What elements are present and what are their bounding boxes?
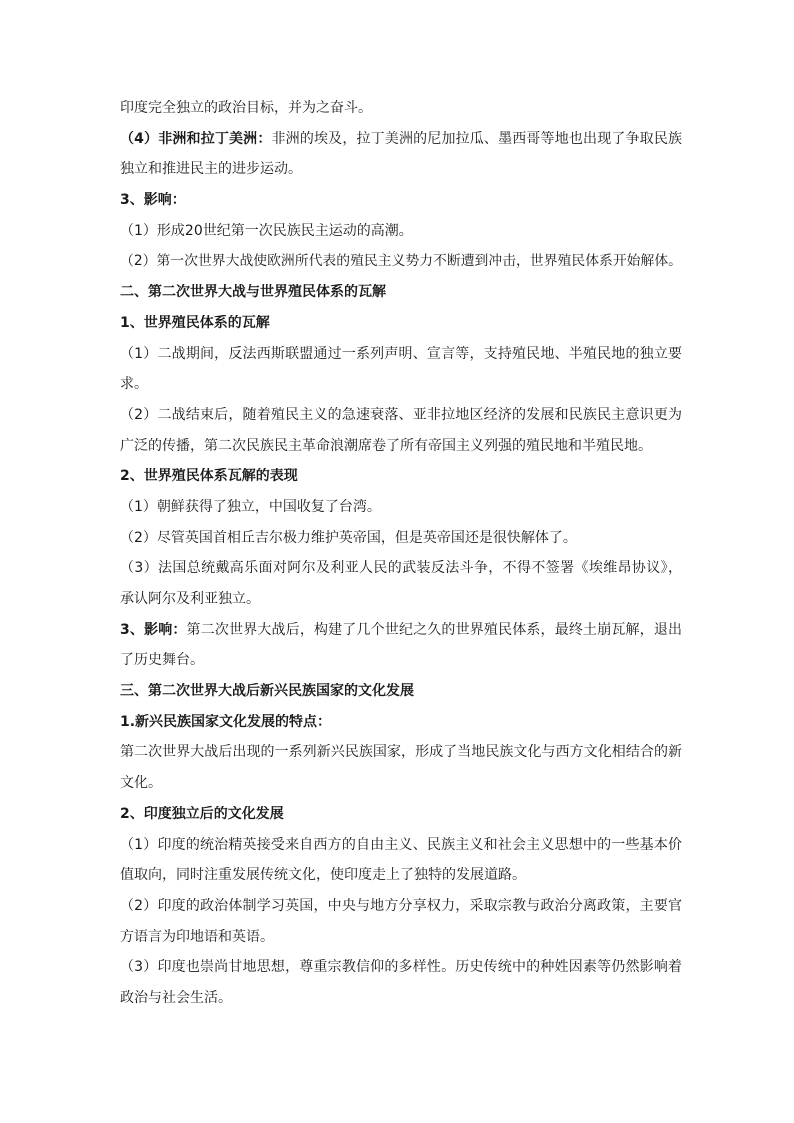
text-line: （3）法国总统戴高乐面对阿尔及利亚人民的武装反法斗争，不得不签署《埃维昂协议》， xyxy=(120,560,682,577)
section-heading: 二、第二次世界大战与世界殖民体系的瓦解 xyxy=(120,284,386,301)
bold-label: （4）非洲和拉丁美洲： xyxy=(120,130,272,147)
text-line: （1）形成20世纪第一次民族民主运动的高潮。 xyxy=(120,222,413,239)
text-line: 独立和推进民主的进步运动。 xyxy=(120,161,302,178)
text-line: 3、影响：第二次世界大战后，构建了几个世纪之久的世界殖民体系，最终土崩瓦解，退出 xyxy=(120,621,682,638)
subheading: 1.新兴民族国家文化发展的特点： xyxy=(120,713,332,730)
subheading: 1、世界殖民体系的瓦解 xyxy=(120,314,270,331)
subheading: 3、影响： xyxy=(120,192,186,209)
text-line: 承认阿尔及利亚独立。 xyxy=(120,591,260,607)
text-line: 方语言为印地语和英语。 xyxy=(120,928,274,945)
text-line: （2）二战结束后，随着殖民主义的急速衰落、亚非拉地区经济的发展和民族民主意识更为 xyxy=(120,406,682,423)
text-line: （1）二战期间，反法西斯联盟通过一系列声明、宣言等，支持殖民地、半殖民地的独立要 xyxy=(120,345,682,362)
text-line: （4）非洲和拉丁美洲：非洲的埃及，拉丁美洲的尼加拉瓜、墨西哥等地也出现了争取民族 xyxy=(120,130,682,147)
text-line: 文化。 xyxy=(120,775,162,792)
text-line: （2）第一次世界大战使欧洲所代表的殖民主义势力不断遭到冲击，世界殖民体系开始解体。 xyxy=(120,253,682,270)
text-line: 第二次世界大战后出现的一系列新兴民族国家，形成了当地民族文化与西方文化相结合的新 xyxy=(120,744,682,761)
text-line: 政治与社会生活。 xyxy=(120,989,232,1006)
text-line: （1）印度的统治精英接受来自西方的自由主义、民族主义和社会主义思想中的一些基本价 xyxy=(120,836,682,853)
text-line: （1）朝鲜获得了独立，中国收复了台湾。 xyxy=(120,498,381,515)
text-line: 广泛的传播，第二次民族民主革命浪潮席卷了所有帝国主义列强的殖民地和半殖民地。 xyxy=(120,437,652,454)
subheading: 2、世界殖民体系瓦解的表现 xyxy=(120,468,298,485)
subheading: 2、印度独立后的文化发展 xyxy=(120,805,284,822)
text-line: 了历史舞台。 xyxy=(120,652,204,669)
document-page xyxy=(120,100,682,1007)
section-heading: 三、第二次世界大战后新兴民族国家的文化发展 xyxy=(120,683,414,700)
text-line: （2）印度的政治体制学习英国，中央与地方分享权力，采取宗教与政治分离政策，主要官 xyxy=(120,897,682,914)
text-line: （3）印度也崇尚甘地思想，尊重宗教信仰的多样性。历史传统中的种姓因素等仍然影响着 xyxy=(120,959,682,976)
text-line: （2）尽管英国首相丘吉尔极力维护英帝国，但是英帝国还是很快解体了。 xyxy=(120,529,577,546)
bold-label: 3、影响： xyxy=(120,621,187,638)
text-line: 印度完全独立的政治目标，并为之奋斗。 xyxy=(120,100,372,116)
text-line: 值取向，同时注重发展传统文化，使印度走上了独特的发展道路。 xyxy=(120,867,526,884)
text-line: 求。 xyxy=(120,376,148,393)
